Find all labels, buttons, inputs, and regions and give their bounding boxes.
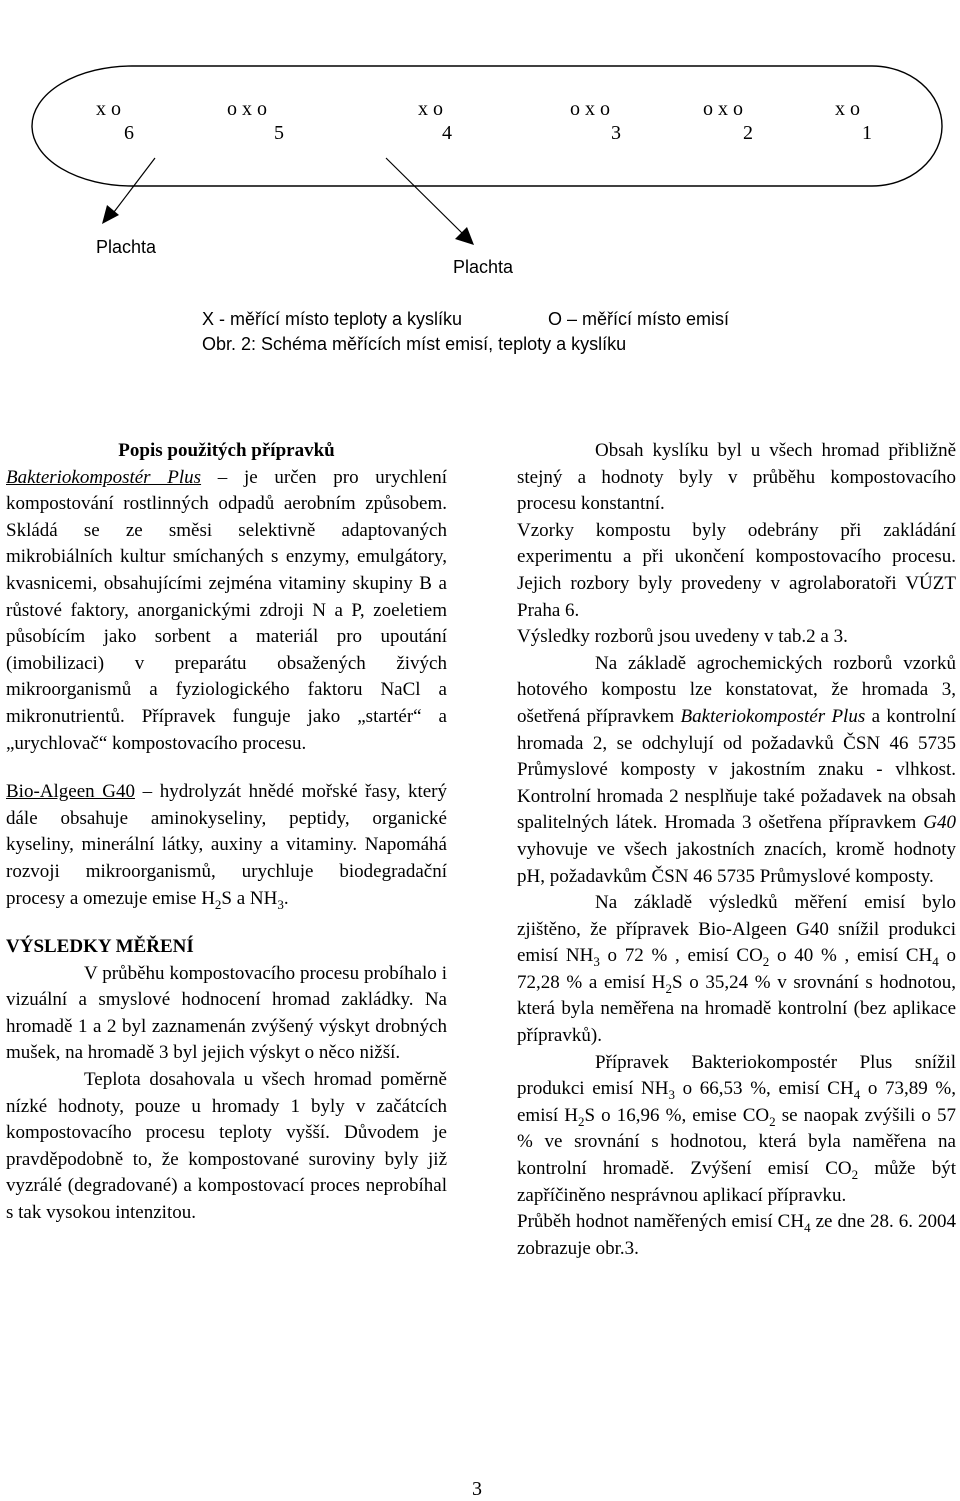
figure-caption: Obr. 2: Schéma měřících míst emisí, teploty a kyslíku — [202, 334, 627, 354]
heap-5-marks: o x o — [227, 98, 267, 120]
paragraph-oxygen: Obsah kyslíku byl u všech hromad přibližně stejný a hodnoty byly v průběhu kompostovacího procesu konstantní. — [517, 440, 956, 515]
paragraph-text: o 72,28 % a emisí H — [517, 945, 956, 993]
heap-3-number: 3 — [611, 122, 621, 144]
heap-1-number: 1 — [862, 122, 872, 144]
paragraph-temperature: Teplota dosahovala u všech hromad poměrně nízké hodnoty, pouze u hromady 1 byly v začátcích kompostovacího procesu teploty vyšší. Důvodem je pravděpodobně to, že kompostované suroviny byly již vyzrálé (degradované) a kompostovací proces neprobíhal s tak vysokou intenzitou. — [6, 1069, 447, 1224]
paragraph-text: může být zapříčiněno nesprávnou aplikací přípravku. — [517, 1158, 956, 1206]
heap-5-number: 5 — [274, 122, 284, 144]
left-column — [6, 438, 447, 1227]
paragraph-samples: Vzorky kompostu byly odebrány při zakládání experimentu a při ukončení kompostovacího procesu. Jejich rozbory byly provedeny v agrolaboratoři VÚZT Praha 6. — [517, 519, 956, 621]
heap-2-marks: o x o — [703, 98, 743, 120]
tarp-label-left: Plachta — [96, 237, 157, 257]
subscript: 2 — [851, 1166, 859, 1182]
paragraph-observation: V průběhu kompostovacího procesu probíhalo i vizuální a smyslové hodnocení hromad zakládky. Na hromadě 1 a 2 byl zaznamenán zvýšený výskyt drobných mušek, na hromadě 3 byl jejich výskyt o něco nižší. — [6, 962, 447, 1064]
paragraph-text: . — [283, 887, 289, 909]
legend-o: O – měřící místo emisí — [548, 309, 730, 329]
section-heading-products: Popis použitých přípravků — [118, 440, 335, 461]
subscript: 3 — [277, 896, 284, 912]
subscript: 3 — [668, 1087, 675, 1103]
subscript: 4 — [932, 954, 939, 970]
subscript: 3 — [593, 954, 600, 970]
paragraph-text: Přípravek Bakteriokompostér Plus snížil produkci emisí NH — [517, 1051, 956, 1100]
heap-4-number: 4 — [442, 122, 452, 144]
heap-3-marks: o x o — [570, 98, 610, 120]
page-number: 3 — [472, 1478, 482, 1500]
section-heading-results: VÝSLEDKY MĚŘENÍ — [6, 936, 194, 958]
paragraph-text: Průběh hodnot naměřených emisí CH — [517, 1211, 805, 1233]
paragraph-ch4-course — [517, 1209, 956, 1262]
heap-outline — [32, 66, 942, 186]
paragraph-text: S o 35,24 % v srovnání s hodnotou, která byla neměřena na hromadě kontrolní (bez aplikace přípravků). — [517, 971, 956, 1047]
product-name-bakteriokompostér: Bakteriokompostér Plus — [6, 466, 202, 488]
subscript: 2 — [769, 1113, 776, 1129]
heap-2-number: 2 — [743, 122, 753, 144]
paragraph-agrochemical — [517, 651, 956, 890]
paragraph-text: o 72 % , emisí CO — [599, 945, 763, 967]
subscript: 2 — [578, 1113, 585, 1129]
paragraph-text: vyhovuje ve všech jakostních znacích, kromě hodnoty pH, požadavkům ČSN 46 5735 Průmyslové komposty. — [517, 838, 956, 887]
tarp-label-right: Plachta — [453, 257, 514, 277]
product-name: G40 — [923, 812, 956, 834]
paragraph-text: S a NH — [221, 887, 278, 909]
right-column — [517, 438, 956, 1262]
subscript: 4 — [853, 1087, 861, 1103]
product-name: Bakteriokompostér Plus — [680, 705, 866, 727]
paragraph-results-ref: Výsledky rozborů jsou uvedeny v tab.2 a 3. — [517, 626, 848, 648]
subscript: 2 — [214, 896, 222, 912]
heap-1-marks: x o — [835, 98, 860, 120]
paragraph-text: Na základě agrochemických rozborů vzorků hotového kompostu lze konstatovat, že hromada 3, ošetřená přípravkem — [517, 652, 956, 727]
heap-6-number: 6 — [124, 122, 134, 144]
heap-4-marks: x o — [418, 98, 443, 120]
paragraph-text: Na základě výsledků měření emisí bylo zjištěno, že přípravek Bio-Algeen G40 snížil produkci emisí NH — [517, 892, 956, 967]
subscript: 2 — [665, 980, 672, 996]
paragraph-bio-algeen — [6, 779, 447, 912]
legend-x: X - měřící místo teploty a kyslíku — [202, 309, 463, 329]
tarp-arrow-right — [386, 158, 462, 233]
paragraph-text: S o 16,96 %, emise CO — [584, 1104, 770, 1126]
paragraph-emissions-g40 — [517, 890, 956, 1050]
paragraph-text: a kontrolní hromada 2, se odchylují od požadavků ČSN 46 5735 Průmyslové komposty v jakostním znaku - vlhkost. Kontrolní hromada 2 nesplňuje také požadavek na obsah spalitelných látek. Hromada 3 ošetřena přípravkem — [517, 705, 956, 834]
heap-6-marks: x o — [96, 98, 121, 120]
paragraph-text: se naopak zvýšili o 57 % ve srovnání s hodnotou, která byla naměřena na kontrolní hromadě. Zvýšení emisí CO — [517, 1104, 957, 1180]
paragraph-text: o 73,89 %, emisí H — [517, 1078, 957, 1126]
subscript: 4 — [804, 1220, 811, 1236]
product-name-bio-algeen: Bio-Algeen G40 — [6, 781, 135, 803]
subscript: 2 — [762, 954, 770, 970]
paragraph-emissions-bakteriokompostér — [517, 1050, 956, 1210]
paragraph-text: – je určen pro urychlení kompostování rostlinných odpadů aerobním způsobem. Skládá se ze směsi selektivně adaptovaných mikrobiálních kultur smíchaných s enzymy, emulgátory, kvasnicemi, obsahujícími zejména vitaminy skupiny B a růstové faktory, anorganickými zdroji N a P, zoeletiem působícím jako sorbent a materiál pro upoutání (imobilizaci) v preparátu obsažených živých mikroorganismů a fyziologického faktoru NaCl a mikronutrientů. Přípravek funguje jako „startér“ a „urychlovač“ kompostovacího procesu. — [6, 466, 448, 754]
paragraph-bakteriokompostér — [6, 465, 447, 758]
paragraph-text: – hydrolyzát hnědé mořské řasy, který dále obsahuje aminokyseliny, peptidy, organické kyseliny, minerální látky, auxiny a vitaminy. Napomáhá rozvoji mikroorganismů, urychluje biodegradační procesy a omezuje emise H — [6, 781, 447, 909]
paragraph-text: o 66,53 %, emisí CH — [674, 1078, 854, 1100]
paragraph-text: o 40 % , emisí CH — [769, 945, 933, 967]
paragraph-text: ze dne 28. 6. 2004 zobrazuje obr.3. — [517, 1211, 956, 1259]
